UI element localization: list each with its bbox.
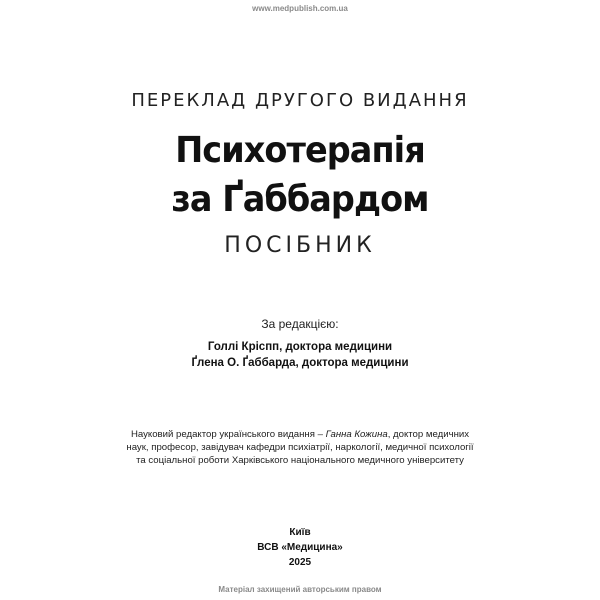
book-title-line-1: Психотерапія xyxy=(175,130,425,171)
book-title-line-2: за Ґаббардом xyxy=(171,179,429,220)
editors-label: За редакцією: xyxy=(261,317,339,331)
scientific-editor-name: Ганна Кожина xyxy=(325,429,388,440)
copyright-notice: Матеріал захищений авторським правом xyxy=(218,585,382,594)
scientific-editor-line-3: та соціальної роботи Харківського національного медичного університету xyxy=(136,455,464,466)
scientific-editor-note xyxy=(0,428,600,467)
website-url: www.medpublish.com.ua xyxy=(252,4,348,13)
edition-label: ПЕРЕКЛАД ДРУГОГО ВИДАННЯ xyxy=(131,90,469,111)
imprint-publisher: ВСВ «Медицина» xyxy=(257,542,343,553)
editor-name-2: Ґлена О. Ґаббарда, доктора медицини xyxy=(191,357,409,369)
imprint-year: 2025 xyxy=(288,557,312,568)
imprint-city: Київ xyxy=(289,527,311,538)
scientific-editor-line-1 xyxy=(0,428,600,441)
editor-name-1: Голлі Кріспп, доктора медицини xyxy=(207,341,393,353)
scientific-editor-suffix: , доктор медичних xyxy=(387,429,470,440)
scientific-editor-prefix: Науковий редактор українського видання – xyxy=(130,429,326,440)
book-subtitle: ПОСІБНИК xyxy=(224,233,376,258)
scientific-editor-line-2: наук, професор, завідувач кафедри психіатрії, наркології, медичної психології xyxy=(126,442,474,453)
